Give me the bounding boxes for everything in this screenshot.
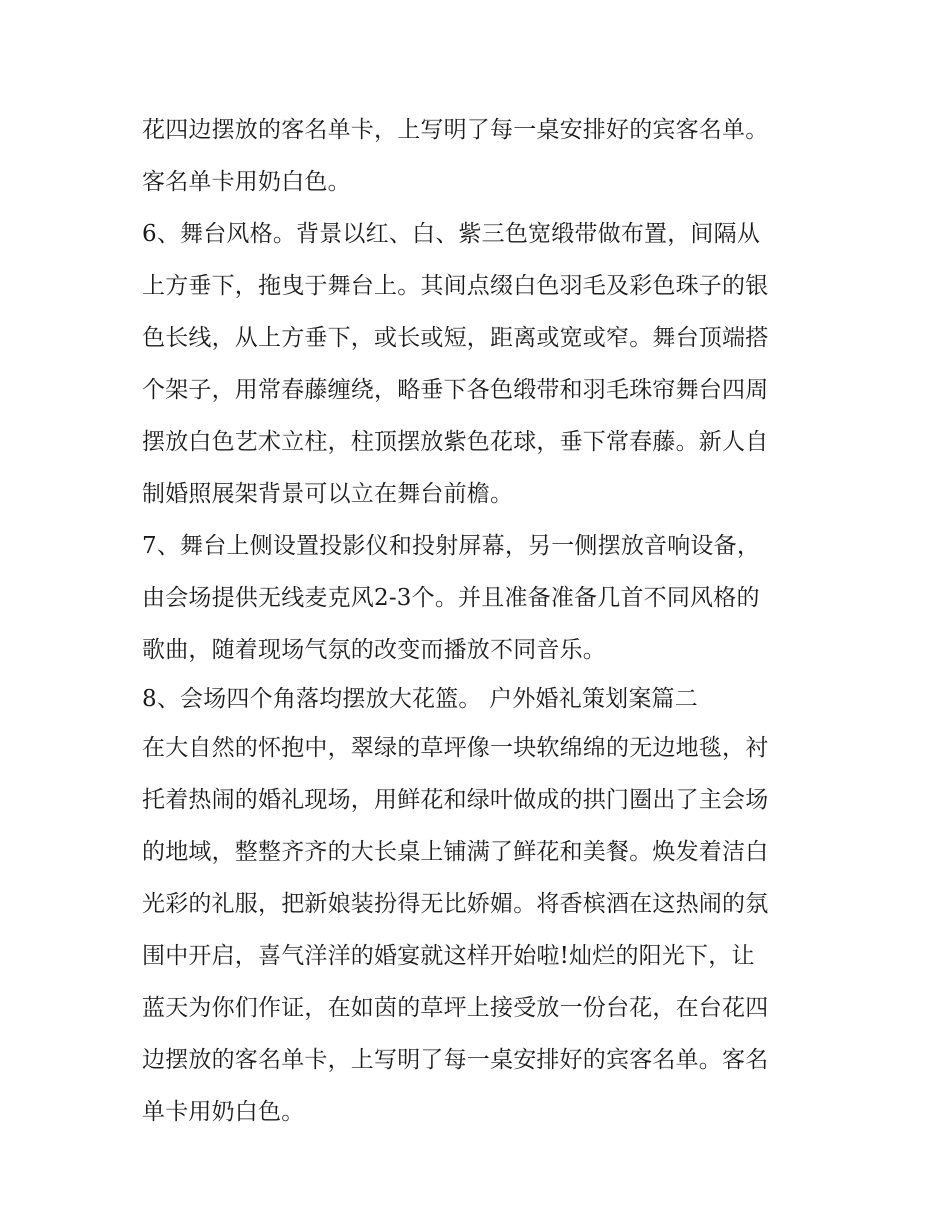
text-line: 上方垂下，拖曳于舞台上。其间点缀白色羽毛及彩色珠子的银 <box>142 273 769 299</box>
text-line: 托着热闹的婚礼现场，用鲜花和绿叶做成的拱门圈出了主会场 <box>142 787 769 813</box>
text-line: 制婚照展架背景可以立在舞台前檐。 <box>142 481 514 507</box>
text-line: 单卡用奶白色。 <box>142 1099 305 1125</box>
body-text <box>142 104 832 1138</box>
text-line: 客名单卡用奶白色。 <box>142 169 351 195</box>
text-line: 围中开启，喜气洋洋的婚宴就这样开始啦!灿烂的阳光下，让 <box>142 943 755 969</box>
text-line: 花四边摆放的客名单卡，上写明了每一桌安排好的宾客名单。 <box>142 117 769 143</box>
text-line: 蓝天为你们作证，在如茵的草坪上接受放一份台花，在台花四 <box>142 995 769 1021</box>
text-line: 摆放白色艺术立柱，柱顶摆放紫色花球，垂下常春藤。新人自 <box>142 429 769 455</box>
text-line: 色长线，从上方垂下，或长或短，距离或宽或窄。舞台顶端搭 <box>142 325 769 351</box>
text-line: 在大自然的怀抱中，翠绿的草坪像一块软绵绵的无边地毯，衬 <box>142 735 769 761</box>
text-line: 7、舞台上侧设置投影仪和投射屏幕，另一侧摆放音响设备， <box>142 533 761 559</box>
text-line: 6、舞台风格。背景以红、白、紫三色宽缎带做布置，间隔从 <box>142 221 761 247</box>
text-line: 边摆放的客名单卡，上写明了每一桌安排好的宾客名单。客名 <box>142 1047 769 1073</box>
text-line: 歌曲，随着现场气氛的改变而播放不同音乐。 <box>142 637 606 663</box>
text-line: 个架子，用常春藤缠绕，略垂下各色缎带和羽毛珠帘舞台四周 <box>142 377 769 403</box>
text-line: 8、会场四个角落均摆放大花篮。 户外婚礼策划案篇二 <box>142 686 698 712</box>
text-line: 光彩的礼服，把新娘装扮得无比娇媚。将香槟酒在这热闹的氛 <box>142 891 769 917</box>
text-line: 的地域，整整齐齐的大长桌上铺满了鲜花和美餐。焕发着洁白 <box>142 839 769 865</box>
text-line: 由会场提供无线麦克风2-3个。并且准备准备几首不同风格的 <box>142 585 760 611</box>
